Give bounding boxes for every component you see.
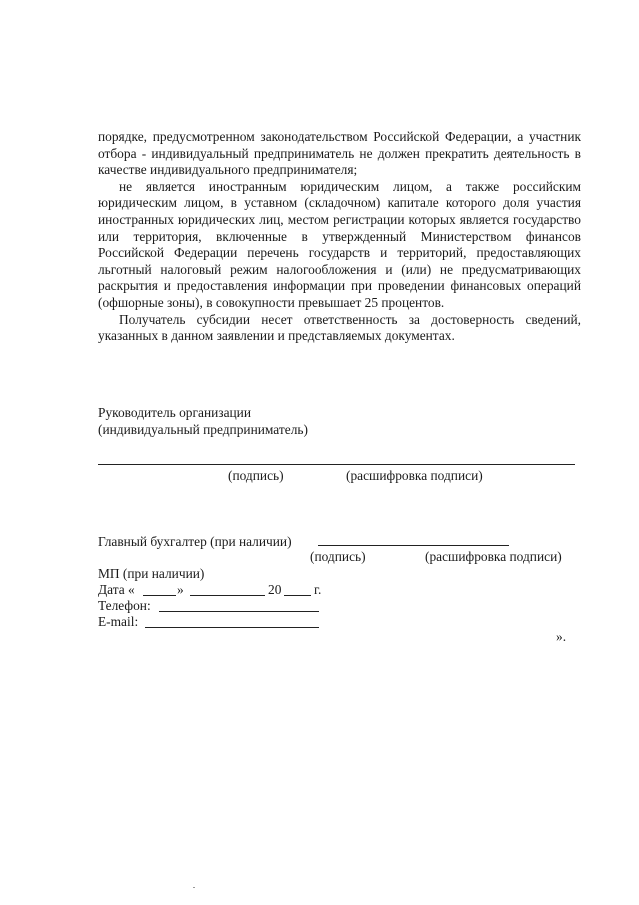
head-title-line2: (индивидуальный предприниматель) bbox=[98, 422, 308, 437]
accountant-decoding-caption: (расшифровка подписи) bbox=[425, 549, 562, 564]
date-prefix: Дата « bbox=[98, 582, 135, 597]
accountant-signature-line[interactable] bbox=[318, 545, 509, 546]
head-decoding-caption: (расшифровка подписи) bbox=[346, 468, 483, 483]
paragraph-responsibility: Получатель субсидии несет ответственность за достоверность сведений, указанных в данном заявлении и представляемых документах. bbox=[98, 311, 581, 344]
closing-mark: ». bbox=[556, 629, 567, 644]
email-field[interactable] bbox=[145, 627, 319, 628]
head-signature-caption: (подпись) bbox=[228, 468, 284, 483]
accountant-signature-caption: (подпись) bbox=[310, 549, 366, 564]
body-text bbox=[98, 129, 581, 345]
date-year-suffix: г. bbox=[314, 582, 322, 597]
date-month-field[interactable] bbox=[190, 595, 265, 596]
date-year-field[interactable] bbox=[284, 595, 311, 596]
date-year-prefix: 20 bbox=[268, 582, 282, 597]
email-label: E-mail: bbox=[98, 614, 139, 629]
scan-speck bbox=[193, 887, 195, 888]
phone-field[interactable] bbox=[159, 611, 319, 612]
stamp-label: МП (при наличии) bbox=[98, 566, 205, 581]
paragraph-foreign-entity: не является иностранным юридическим лицом, а также российским юридическим лицом, в уставном (складочном) капитале которого доля участия иностранных юридических лиц, местом регистрации которых является государство или территория, включенные в утвержденный Министерством финансов Российской Федерации перечень государств и территорий, предоставляющих льготный налоговый режим налогообложения и (или) не предусматривающих раскрытия и предоставления информации при проведении финансовых операций (офшорные зоны), в совокупности превышает 25 процентов. bbox=[98, 178, 581, 310]
head-title-line1: Руководитель организации bbox=[98, 405, 252, 420]
date-day-field[interactable] bbox=[143, 595, 176, 596]
phone-label: Телефон: bbox=[98, 598, 151, 613]
head-signature-line[interactable] bbox=[98, 464, 575, 465]
accountant-label: Главный бухгалтер (при наличии) bbox=[98, 534, 292, 549]
date-quote-close: » bbox=[177, 582, 184, 597]
paragraph-continuation: порядке, предусмотренном законодательством Российской Федерации, а участник отбора - индивидуальный предприниматель не должен прекратить деятельность в качестве индивидуального предпринимателя; bbox=[98, 129, 581, 178]
